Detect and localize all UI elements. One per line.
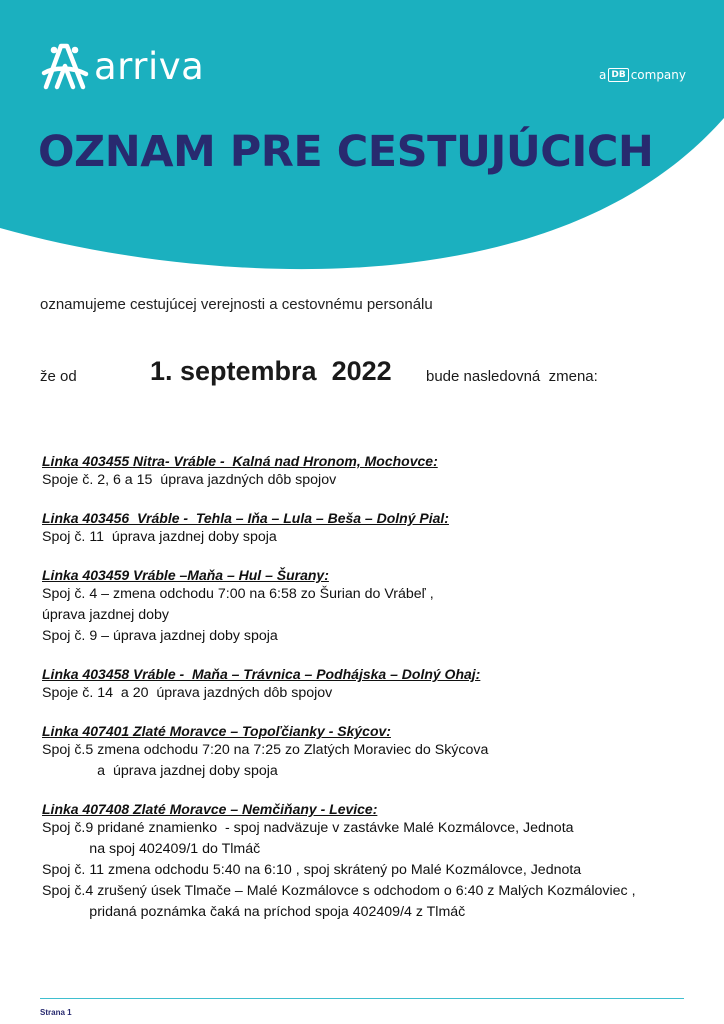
route-change-note: Spoje č. 2, 6 a 15 úprava jazdných dôb spojov <box>42 472 337 488</box>
route-section <box>42 452 702 491</box>
route-change-note: Spoj č.5 zmena odchodu 7:20 na 7:25 zo Zlatých Moraviec do Skýcova <box>42 742 489 758</box>
effective-date-row <box>40 356 680 392</box>
route-section <box>42 722 702 782</box>
route-title: Linka 403456 Vráble - Tehla – Iňa – Lula – Beša – Dolný Pial: <box>42 510 449 526</box>
route-change-note: úprava jazdnej doby <box>42 607 169 623</box>
company-suffix: company <box>630 68 686 82</box>
route-change-note: Spoje č. 14 a 20 úprava jazdných dôb spojov <box>42 685 333 701</box>
db-badge-icon: DB <box>608 68 628 82</box>
route-title: Linka 403455 Nitra- Vráble - Kalná nad Hronom, Mochovce: <box>42 453 438 469</box>
date-prefix: že od <box>40 368 77 385</box>
route-change-note: Spoj č. 11 úprava jazdnej doby spoja <box>42 529 277 545</box>
route-section <box>42 800 702 923</box>
route-change-note: Spoj č.4 zrušený úsek Tlmače – Malé Kozmálovce s odchodom o 6:40 z Malých Kozmáloviec , <box>42 883 636 899</box>
db-company-tagline <box>599 68 686 82</box>
footer-divider <box>40 998 684 999</box>
route-section <box>42 509 702 548</box>
arriva-logo <box>40 40 204 92</box>
route-title: Linka 407408 Zlaté Moravce – Nemčiňany - Levice: <box>42 801 378 817</box>
route-title: Linka 407401 Zlaté Moravce – Topoľčianky - Skýcov: <box>42 723 391 739</box>
route-title: Linka 403459 Vráble –Maňa – Hul – Šurany: <box>42 567 329 583</box>
arriva-logo-icon <box>40 40 90 92</box>
route-change-note: Spoj č.9 pridané znamienko - spoj nadväzuje v zastávke Malé Kozmálovce, Jednota <box>42 820 574 836</box>
route-change-note: na spoj 402409/1 do Tlmáč <box>42 841 261 857</box>
route-title: Linka 403458 Vráble - Maňa – Trávnica – Podhájska – Dolný Ohaj: <box>42 666 481 682</box>
route-section <box>42 566 702 647</box>
route-change-note: Spoj č. 9 – úprava jazdnej doby spoja <box>42 628 278 644</box>
route-change-note: Spoj č. 4 – zmena odchodu 7:00 na 6:58 zo Šurian do Vrábeľ , <box>42 586 434 602</box>
effective-date: 1. septembra 2022 <box>150 356 392 386</box>
date-suffix: bude nasledovná zmena: <box>426 368 598 385</box>
route-change-note: pridaná poznámka čaká na príchod spoja 402409/4 z Tlmáč <box>42 904 466 920</box>
logo-wordmark: arriva <box>94 44 205 88</box>
route-changes-list <box>42 452 702 941</box>
route-change-note: Spoj č. 11 zmena odchodu 5:40 na 6:10 , spoj skrátený po Malé Kozmálovce, Jednota <box>42 862 582 878</box>
route-section <box>42 665 702 704</box>
page-title: OZNAM PRE CESTUJÚCICH <box>38 127 654 177</box>
company-prefix: a <box>598 68 607 82</box>
page-number: Strana 1 <box>40 1008 72 1017</box>
intro-text: oznamujeme cestujúcej verejnosti a cestovnému personálu <box>40 296 433 313</box>
route-change-note: a úprava jazdnej doby spoja <box>42 763 278 779</box>
